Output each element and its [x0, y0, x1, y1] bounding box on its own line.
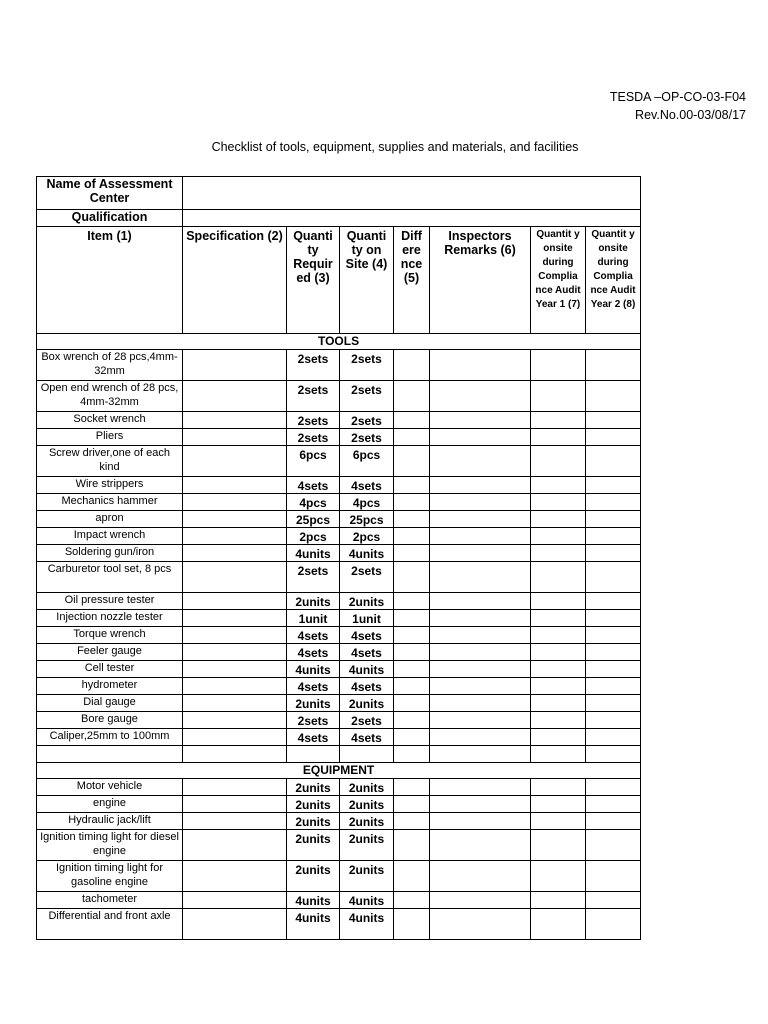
cell-remarks[interactable]	[430, 610, 531, 627]
cell-item: Ignition timing light for gasoline engine	[37, 861, 183, 892]
cell-remarks[interactable]	[430, 412, 531, 429]
cell-item: Screw driver,one of each kind	[37, 446, 183, 477]
cell-audit-year1[interactable]	[531, 892, 586, 909]
table-row	[37, 678, 641, 695]
cell-audit-year2[interactable]	[586, 429, 641, 446]
cell-remarks[interactable]	[430, 494, 531, 511]
cell-qty-required: 2sets	[287, 381, 340, 412]
cell-qty-on-site: 2units	[340, 796, 394, 813]
cell-qty-required: 2sets	[287, 429, 340, 446]
cell-audit-year2[interactable]	[586, 861, 641, 892]
cell-item: Ignition timing light for diesel engine	[37, 830, 183, 861]
cell-specification[interactable]	[183, 644, 287, 661]
cell-qty-required: 4pcs	[287, 494, 340, 511]
cell-remarks[interactable]	[430, 644, 531, 661]
cell-specification[interactable]	[183, 511, 287, 528]
cell-qty-on-site: 2units	[340, 830, 394, 861]
cell-remarks[interactable]	[430, 909, 531, 940]
column-header-specification: Specification (2)	[183, 227, 287, 334]
cell-qty-on-site: 2sets	[340, 412, 394, 429]
cell-audit-year1[interactable]	[531, 446, 586, 477]
table-row	[37, 511, 641, 528]
cell-difference[interactable]	[394, 813, 430, 830]
cell-difference[interactable]	[394, 562, 430, 593]
cell-qty-on-site: 4sets	[340, 729, 394, 746]
cell-audit-year2[interactable]	[586, 593, 641, 610]
cell-item: Injection nozzle tester	[37, 610, 183, 627]
assessment-center-value[interactable]	[183, 177, 641, 210]
table-row	[37, 477, 641, 494]
cell-difference[interactable]	[394, 412, 430, 429]
cell-audit-year2[interactable]	[586, 528, 641, 545]
cell-item: Carburetor tool set, 8 pcs	[37, 562, 183, 593]
cell-specification[interactable]	[183, 796, 287, 813]
cell-audit-year1[interactable]	[531, 562, 586, 593]
cell-specification[interactable]	[183, 545, 287, 562]
table-row	[37, 381, 641, 412]
cell-qty-required: 2units	[287, 813, 340, 830]
cell-audit-year2[interactable]	[586, 350, 641, 381]
table-row	[37, 661, 641, 678]
cell-qty-required: 2units	[287, 796, 340, 813]
cell-qty-on-site: 4pcs	[340, 494, 394, 511]
cell-specification[interactable]	[183, 813, 287, 830]
document-reference	[610, 88, 746, 124]
cell-remarks[interactable]	[430, 712, 531, 729]
cell-specification[interactable]	[183, 429, 287, 446]
cell-qty-on-site: 4sets	[340, 477, 394, 494]
column-header-quantity-on-site: Quanti ty on Site (4)	[340, 227, 394, 334]
cell-remarks[interactable]	[430, 562, 531, 593]
cell-qty-on-site: 4units	[340, 909, 394, 940]
cell-item: Pliers	[37, 429, 183, 446]
table-row	[37, 412, 641, 429]
cell-audit-year2[interactable]	[586, 511, 641, 528]
cell-audit-year1[interactable]	[531, 429, 586, 446]
cell-difference[interactable]	[394, 593, 430, 610]
cell-specification[interactable]	[183, 350, 287, 381]
cell-difference[interactable]	[394, 644, 430, 661]
cell-remarks[interactable]	[430, 429, 531, 446]
column-header-inspectors-remarks: Inspectors Remarks (6)	[430, 227, 531, 334]
cell-specification[interactable]	[183, 661, 287, 678]
column-header-quantity-required: Quanti ty Requir ed (3)	[287, 227, 340, 334]
cell-audit-year1[interactable]	[531, 494, 586, 511]
table-row	[37, 779, 641, 796]
cell-specification[interactable]	[183, 477, 287, 494]
cell-qty-required: 2units	[287, 830, 340, 861]
table-row	[37, 813, 641, 830]
table-row	[37, 562, 641, 593]
table-row	[37, 830, 641, 861]
cell-remarks[interactable]	[430, 381, 531, 412]
cell-qty-on-site: 4sets	[340, 644, 394, 661]
cell-qty-required	[287, 746, 340, 763]
cell-audit-year2[interactable]	[586, 562, 641, 593]
cell-difference[interactable]	[394, 830, 430, 861]
cell-difference[interactable]	[394, 779, 430, 796]
cell-difference[interactable]	[394, 892, 430, 909]
cell-audit-year2[interactable]	[586, 729, 641, 746]
cell-difference[interactable]	[394, 909, 430, 940]
cell-remarks[interactable]	[430, 477, 531, 494]
cell-qty-required: 4units	[287, 661, 340, 678]
table-row	[37, 528, 641, 545]
cell-item: Socket wrench	[37, 412, 183, 429]
cell-specification[interactable]	[183, 494, 287, 511]
cell-audit-year1[interactable]	[531, 477, 586, 494]
cell-remarks[interactable]	[430, 746, 531, 763]
cell-audit-year1[interactable]	[531, 412, 586, 429]
cell-remarks[interactable]	[430, 446, 531, 477]
table-row	[37, 545, 641, 562]
table-row	[37, 796, 641, 813]
cell-remarks[interactable]	[430, 627, 531, 644]
cell-audit-year2[interactable]	[586, 892, 641, 909]
qualification-label: Qualification	[37, 210, 183, 227]
cell-audit-year1[interactable]	[531, 511, 586, 528]
cell-qty-required: 4sets	[287, 627, 340, 644]
document-title: Checklist of tools, equipment, supplies and materials, and facilities	[211, 140, 579, 154]
column-header-audit-year-1: Quantit y onsite during Complia nce Audit Year 1 (7)	[531, 227, 586, 334]
cell-difference[interactable]	[394, 429, 430, 446]
cell-remarks[interactable]	[430, 661, 531, 678]
cell-item: Mechanics hammer	[37, 494, 183, 511]
cell-audit-year1[interactable]	[531, 545, 586, 562]
cell-audit-year2[interactable]	[586, 545, 641, 562]
cell-audit-year2[interactable]	[586, 712, 641, 729]
cell-difference[interactable]	[394, 712, 430, 729]
cell-audit-year1[interactable]	[531, 678, 586, 695]
cell-specification[interactable]	[183, 528, 287, 545]
cell-item: Torque wrench	[37, 627, 183, 644]
cell-item: hydrometer	[37, 678, 183, 695]
cell-item: apron	[37, 511, 183, 528]
cell-audit-year2[interactable]	[586, 412, 641, 429]
assessment-center-row	[37, 177, 641, 210]
column-header-audit-year-2: Quantit y onsite during Complia nce Audit Year 2 (8)	[586, 227, 641, 334]
cell-item: Bore gauge	[37, 712, 183, 729]
cell-audit-year2[interactable]	[586, 446, 641, 477]
cell-qty-on-site: 2sets	[340, 429, 394, 446]
cell-remarks[interactable]	[430, 528, 531, 545]
cell-qty-on-site: 2sets	[340, 350, 394, 381]
document-code: TESDA –OP-CO-03-F04	[609, 90, 746, 104]
cell-difference[interactable]	[394, 695, 430, 712]
cell-item: Motor vehicle	[37, 779, 183, 796]
cell-specification[interactable]	[183, 861, 287, 892]
cell-qty-required: 2sets	[287, 562, 340, 593]
cell-qty-on-site: 4units	[340, 892, 394, 909]
cell-difference[interactable]	[394, 661, 430, 678]
cell-qty-required: 4sets	[287, 678, 340, 695]
cell-audit-year2[interactable]	[586, 661, 641, 678]
cell-item: Caliper,25mm to 100mm	[37, 729, 183, 746]
cell-remarks[interactable]	[430, 695, 531, 712]
cell-qty-on-site: 4sets	[340, 678, 394, 695]
cell-specification[interactable]	[183, 610, 287, 627]
cell-item: Cell tester	[37, 661, 183, 678]
cell-qty-on-site: 2units	[340, 779, 394, 796]
cell-audit-year1[interactable]	[531, 746, 586, 763]
table-row	[37, 446, 641, 477]
cell-specification[interactable]	[183, 909, 287, 940]
cell-audit-year1[interactable]	[531, 661, 586, 678]
cell-audit-year1[interactable]	[531, 729, 586, 746]
column-header-item: Item (1)	[37, 227, 183, 334]
cell-audit-year1[interactable]	[531, 779, 586, 796]
cell-item: Differential and front axle	[37, 909, 183, 940]
cell-remarks[interactable]	[430, 830, 531, 861]
revision-number: Rev.No.00-03/08/17	[635, 108, 746, 122]
cell-qty-required: 2units	[287, 861, 340, 892]
cell-difference[interactable]	[394, 381, 430, 412]
table-row	[37, 350, 641, 381]
cell-qty-required: 4units	[287, 892, 340, 909]
section-title: TOOLS	[37, 334, 641, 350]
cell-difference[interactable]	[394, 729, 430, 746]
cell-item: Soldering gun/iron	[37, 545, 183, 562]
cell-item: Wire strippers	[37, 477, 183, 494]
cell-audit-year1[interactable]	[531, 381, 586, 412]
cell-qty-on-site: 25pcs	[340, 511, 394, 528]
cell-audit-year2[interactable]	[586, 627, 641, 644]
cell-item	[37, 746, 183, 763]
cell-remarks[interactable]	[430, 861, 531, 892]
cell-qty-on-site: 2units	[340, 813, 394, 830]
cell-audit-year2[interactable]	[586, 830, 641, 861]
cell-remarks[interactable]	[430, 779, 531, 796]
cell-item: Oil pressure tester	[37, 593, 183, 610]
table-row	[37, 627, 641, 644]
cell-remarks[interactable]	[430, 813, 531, 830]
cell-difference[interactable]	[394, 511, 430, 528]
cell-qty-required: 25pcs	[287, 511, 340, 528]
cell-difference[interactable]	[394, 746, 430, 763]
cell-difference[interactable]	[394, 477, 430, 494]
column-header-difference: Diff ere nce (5)	[394, 227, 430, 334]
cell-difference[interactable]	[394, 610, 430, 627]
cell-qty-on-site: 2units	[340, 861, 394, 892]
cell-specification[interactable]	[183, 830, 287, 861]
cell-qty-required: 4sets	[287, 644, 340, 661]
cell-audit-year1[interactable]	[531, 350, 586, 381]
cell-qty-on-site: 2sets	[340, 712, 394, 729]
cell-qty-on-site: 2units	[340, 593, 394, 610]
cell-qty-on-site: 4units	[340, 661, 394, 678]
cell-item: Open end wrench of 28 pcs, 4mm-32mm	[37, 381, 183, 412]
cell-audit-year2[interactable]	[586, 779, 641, 796]
cell-qty-required: 4units	[287, 909, 340, 940]
cell-audit-year1[interactable]	[531, 796, 586, 813]
cell-specification[interactable]	[183, 678, 287, 695]
cell-audit-year2[interactable]	[586, 610, 641, 627]
table-row	[37, 593, 641, 610]
cell-qty-required: 2units	[287, 695, 340, 712]
cell-audit-year1[interactable]	[531, 861, 586, 892]
table-row	[37, 695, 641, 712]
cell-remarks[interactable]	[430, 511, 531, 528]
cell-item: Impact wrench	[37, 528, 183, 545]
cell-qty-required: 1unit	[287, 610, 340, 627]
cell-qty-required: 4sets	[287, 477, 340, 494]
cell-difference[interactable]	[394, 528, 430, 545]
cell-qty-required: 6pcs	[287, 446, 340, 477]
cell-audit-year2[interactable]	[586, 644, 641, 661]
table-row	[37, 429, 641, 446]
cell-qty-required: 4units	[287, 545, 340, 562]
cell-specification[interactable]	[183, 779, 287, 796]
assessment-center-label: Name of Assessment Center	[37, 177, 183, 210]
cell-difference[interactable]	[394, 861, 430, 892]
cell-difference[interactable]	[394, 446, 430, 477]
cell-qty-required: 2sets	[287, 712, 340, 729]
cell-audit-year1[interactable]	[531, 593, 586, 610]
cell-audit-year1[interactable]	[531, 909, 586, 940]
cell-difference[interactable]	[394, 796, 430, 813]
cell-specification[interactable]	[183, 746, 287, 763]
cell-specification[interactable]	[183, 562, 287, 593]
cell-item: tachometer	[37, 892, 183, 909]
cell-qty-on-site: 4units	[340, 545, 394, 562]
cell-audit-year1[interactable]	[531, 813, 586, 830]
cell-specification[interactable]	[183, 381, 287, 412]
cell-remarks[interactable]	[430, 593, 531, 610]
cell-audit-year1[interactable]	[531, 644, 586, 661]
cell-audit-year1[interactable]	[531, 830, 586, 861]
cell-qty-required: 2pcs	[287, 528, 340, 545]
cell-item: Dial gauge	[37, 695, 183, 712]
cell-qty-on-site: 2sets	[340, 381, 394, 412]
cell-qty-on-site: 1unit	[340, 610, 394, 627]
table-row	[37, 909, 641, 940]
table-row	[37, 610, 641, 627]
cell-item: Box wrench of 28 pcs,4mm-32mm	[37, 350, 183, 381]
cell-specification[interactable]	[183, 627, 287, 644]
cell-remarks[interactable]	[430, 545, 531, 562]
cell-specification[interactable]	[183, 729, 287, 746]
section-row-tools	[37, 334, 641, 350]
cell-audit-year2[interactable]	[586, 678, 641, 695]
cell-specification[interactable]	[183, 695, 287, 712]
cell-specification[interactable]	[183, 593, 287, 610]
cell-qty-required: 4sets	[287, 729, 340, 746]
cell-audit-year2[interactable]	[586, 381, 641, 412]
cell-audit-year1[interactable]	[531, 528, 586, 545]
cell-qty-on-site: 2pcs	[340, 528, 394, 545]
cell-audit-year1[interactable]	[531, 627, 586, 644]
cell-qty-on-site: 2sets	[340, 562, 394, 593]
cell-audit-year2[interactable]	[586, 746, 641, 763]
cell-qty-on-site	[340, 746, 394, 763]
cell-audit-year2[interactable]	[586, 477, 641, 494]
cell-difference[interactable]	[394, 545, 430, 562]
cell-audit-year1[interactable]	[531, 695, 586, 712]
cell-audit-year2[interactable]	[586, 813, 641, 830]
section-title: EQUIPMENT	[37, 763, 641, 779]
cell-qty-required: 2sets	[287, 412, 340, 429]
qualification-row	[37, 210, 641, 227]
cell-difference[interactable]	[394, 350, 430, 381]
section-row-equipment	[37, 763, 641, 779]
cell-qty-on-site: 4sets	[340, 627, 394, 644]
cell-remarks[interactable]	[430, 729, 531, 746]
cell-item: Feeler gauge	[37, 644, 183, 661]
cell-difference[interactable]	[394, 494, 430, 511]
qualification-value[interactable]	[183, 210, 641, 227]
cell-specification[interactable]	[183, 892, 287, 909]
cell-qty-required: 2sets	[287, 350, 340, 381]
cell-remarks[interactable]	[430, 350, 531, 381]
column-header-row	[37, 227, 641, 334]
cell-difference[interactable]	[394, 678, 430, 695]
cell-qty-required: 2units	[287, 779, 340, 796]
table-row	[37, 746, 641, 763]
cell-remarks[interactable]	[430, 796, 531, 813]
cell-audit-year2[interactable]	[586, 909, 641, 940]
cell-remarks[interactable]	[430, 678, 531, 695]
table-row	[37, 861, 641, 892]
cell-audit-year1[interactable]	[531, 610, 586, 627]
table-row	[37, 494, 641, 511]
cell-difference[interactable]	[394, 627, 430, 644]
cell-qty-on-site: 6pcs	[340, 446, 394, 477]
cell-specification[interactable]	[183, 712, 287, 729]
cell-qty-on-site: 2units	[340, 695, 394, 712]
table-row	[37, 892, 641, 909]
cell-audit-year1[interactable]	[531, 712, 586, 729]
cell-item: Hydraulic jack/lift	[37, 813, 183, 830]
cell-remarks[interactable]	[430, 892, 531, 909]
table-row	[37, 729, 641, 746]
cell-specification[interactable]	[183, 446, 287, 477]
table-row	[37, 712, 641, 729]
cell-specification[interactable]	[183, 412, 287, 429]
cell-audit-year2[interactable]	[586, 796, 641, 813]
cell-item: engine	[37, 796, 183, 813]
cell-qty-required: 2units	[287, 593, 340, 610]
checklist-table	[36, 176, 641, 940]
cell-audit-year2[interactable]	[586, 494, 641, 511]
table-row	[37, 644, 641, 661]
cell-audit-year2[interactable]	[586, 695, 641, 712]
